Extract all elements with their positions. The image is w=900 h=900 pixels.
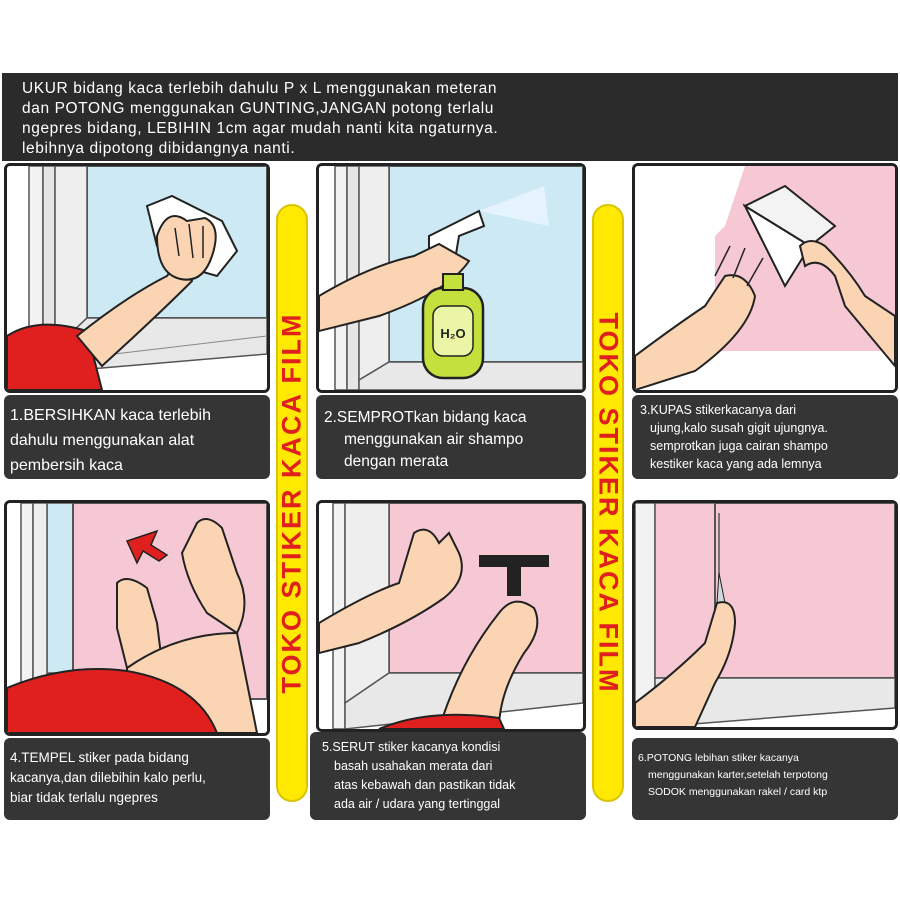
step-4-illustration <box>4 500 270 736</box>
step-3-line-3: semprotkan juga cairan shampo <box>650 439 828 453</box>
step-6-line-2: menggunakan karter,setelah terpotong <box>648 769 828 781</box>
bottle-label: H₂O <box>440 326 466 341</box>
step-5-line-4: ada air / udara yang tertinggal <box>334 797 501 811</box>
step-3-illustration <box>632 163 898 393</box>
step-6-line-3: SODOK menggunakan rakel / card ktp <box>648 786 828 798</box>
step-4-caption <box>4 738 270 820</box>
step-5-illustration <box>316 500 586 732</box>
step-6-illustration <box>632 500 898 730</box>
step-1-caption <box>4 395 270 479</box>
step-2-line-1: 2.SEMPROTkan bidang kaca <box>324 409 527 426</box>
step-5-line-3: atas kebawah dan pastikan tidak <box>334 778 516 792</box>
step-3-caption <box>632 395 898 479</box>
instruction-header <box>2 73 898 161</box>
step-6-line-1: 6.POTONG lebihan stiker kacanya <box>638 752 799 764</box>
step-6-caption <box>632 738 898 820</box>
header-line-4: lebihnya dipotong dibidangnya nanti. <box>22 140 296 157</box>
side-banner-right-text: TOKO STIKER KACA FILM <box>593 312 624 694</box>
step-4-line-3: biar tidak terlalu ngepres <box>10 790 158 805</box>
side-banner-left-text: TOKO STIKER KACA FILM <box>276 312 307 694</box>
header-line-2: dan POTONG menggunakan GUNTING,JANGAN potong terlalu <box>22 100 494 117</box>
step-5-caption <box>310 732 586 820</box>
step-1-illustration <box>4 163 270 393</box>
step-4-line-2: kacanya,dan dilebihin kalo perlu, <box>10 770 206 785</box>
step-2-illustration <box>316 163 586 393</box>
step-3-line-4: kestiker kaca yang ada lemnya <box>650 457 822 471</box>
step-5-line-2: basah usahakan merata dari <box>334 759 493 773</box>
step-5-line-1: 5.SERUT stiker kacanya kondisi <box>322 740 501 754</box>
step-3-line-2: ujung,kalo susah gigit ujungnya. <box>650 421 828 435</box>
step-2-caption <box>316 395 586 479</box>
step-3-line-1: 3.KUPAS stikerkacanya dari <box>640 403 797 417</box>
step-1-line-1: 1.BERSIHKAN kaca terlebih <box>10 407 211 424</box>
step-1-line-3: pembersih kaca <box>10 457 123 474</box>
step-2-line-3: dengan merata <box>344 453 449 470</box>
step-2-line-2: menggunakan air shampo <box>344 431 524 448</box>
step-1-line-2: dahulu menggunakan alat <box>10 432 195 449</box>
header-line-1: UKUR bidang kaca terlebih dahulu P x L menggunakan meteran <box>22 80 498 97</box>
step-4-line-1: 4.TEMPEL stiker pada bidang <box>10 750 189 765</box>
header-line-3: ngepres bidang, LEBIHIN 1cm agar mudah nanti kita ngaturnya. <box>22 120 499 137</box>
